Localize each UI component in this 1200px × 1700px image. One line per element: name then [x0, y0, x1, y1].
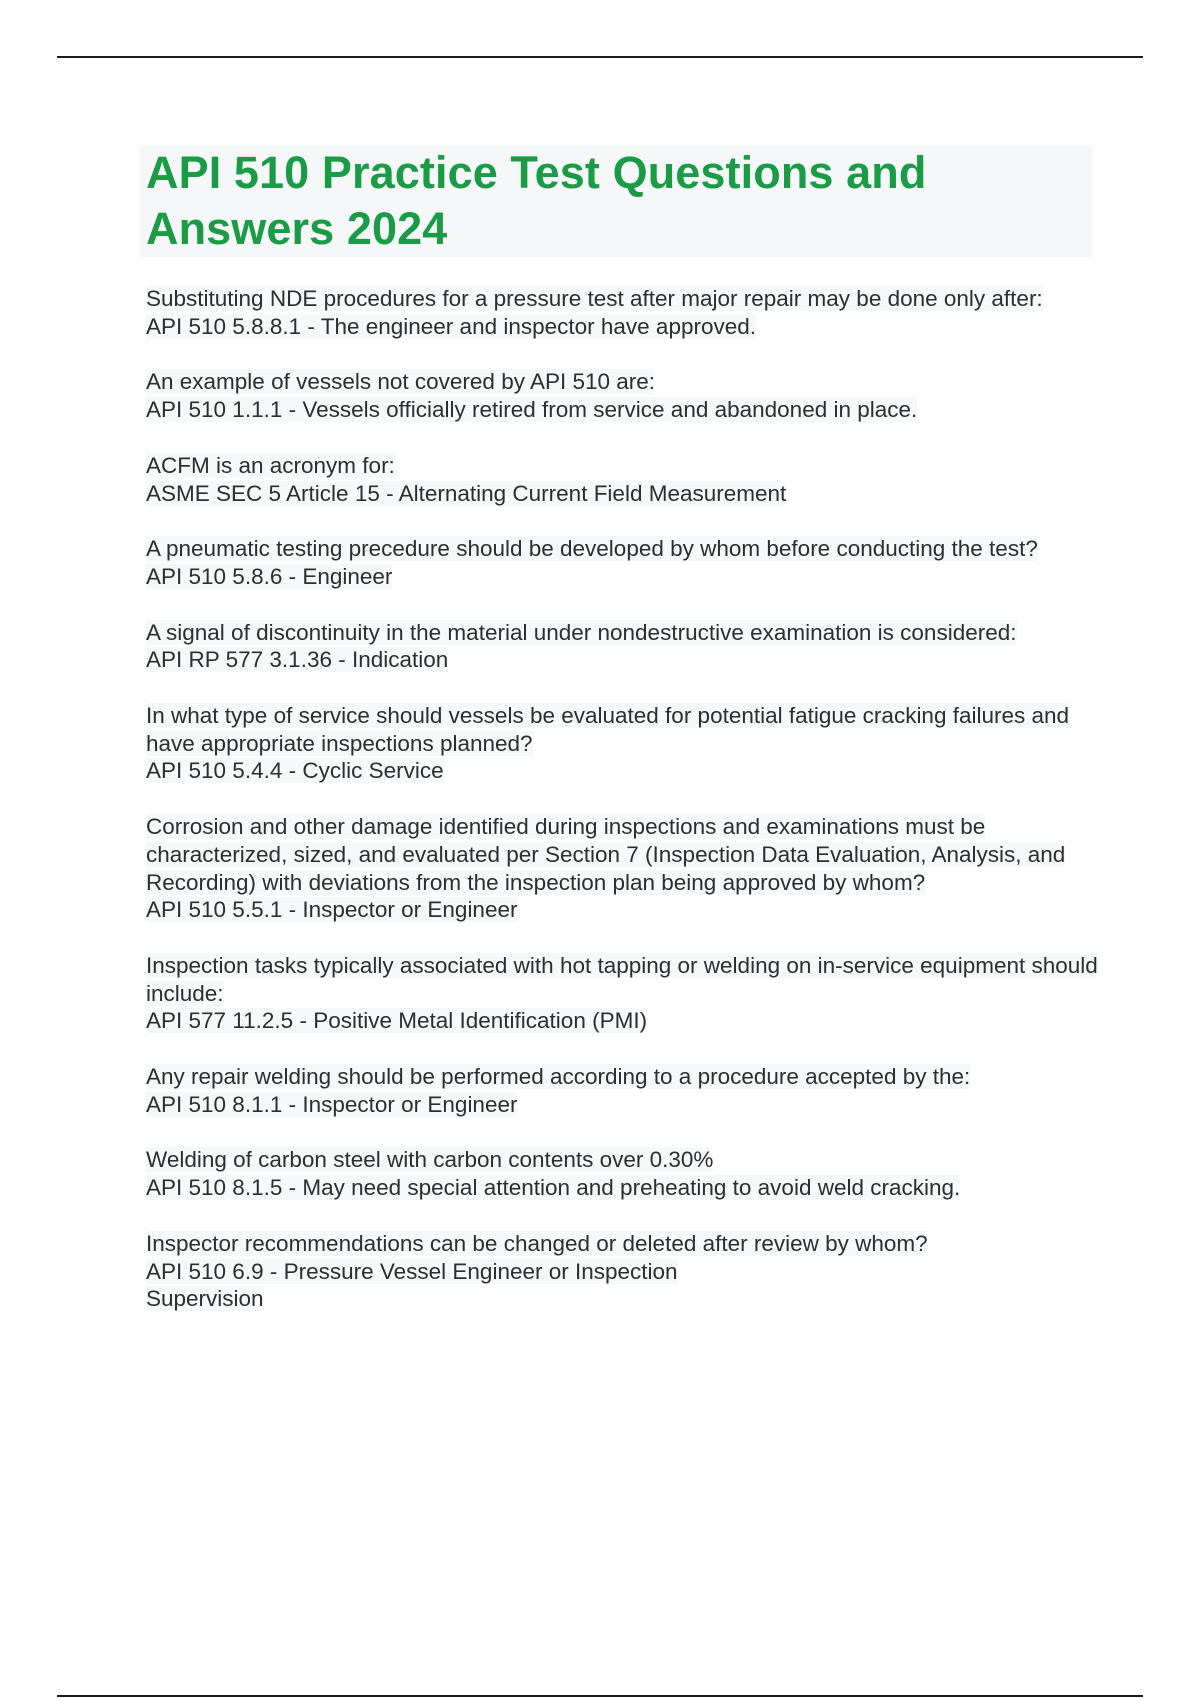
qa-list	[146, 285, 1106, 1341]
qa-item	[146, 813, 1106, 924]
qa-item	[146, 1063, 1106, 1118]
page-title: API 510 Practice Test Questions and Answers 2024	[146, 147, 927, 254]
bottom-rule	[57, 1695, 1143, 1697]
answer-text: API 510 5.4.4 - Cyclic Service	[146, 758, 444, 784]
answer-text: API 510 8.1.5 - May need special attention and preheating to avoid weld cracking.	[146, 1175, 961, 1201]
question-text: Inspector recommendations can be changed or deleted after review by whom?	[146, 1230, 928, 1256]
qa-item	[146, 952, 1106, 1035]
answer-text: API 510 6.9 - Pressure Vessel Engineer or Inspection Supervision	[146, 1258, 678, 1312]
qa-item	[146, 452, 1106, 507]
qa-item	[146, 368, 1106, 423]
answer-text: API 510 5.5.1 - Inspector or Engineer	[146, 897, 518, 923]
question-text: A pneumatic testing precedure should be developed by whom before conducting the test?	[146, 536, 1038, 562]
top-rule	[57, 56, 1143, 58]
question-text: An example of vessels not covered by API 510 are:	[146, 369, 656, 395]
question-text: In what type of service should vessels be evaluated for potential fatigue cracking failures and have appropriate inspections planned?	[146, 703, 1070, 756]
question-text: Substituting NDE procedures for a pressure test after major repair may be done only after:	[146, 286, 1043, 311]
question-text: Welding of carbon steel with carbon contents over 0.30%	[146, 1147, 714, 1173]
answer-text: ASME SEC 5 Article 15 - Alternating Current Field Measurement	[146, 480, 787, 506]
qa-item	[146, 1230, 1106, 1313]
qa-item	[146, 285, 1106, 340]
question-text: Inspection tasks typically associated with hot tapping or welding on in-service equipment should include:	[146, 952, 1098, 1006]
qa-item	[146, 702, 1106, 785]
answer-text: API 510 8.1.1 - Inspector or Engineer	[146, 1091, 518, 1117]
question-text: Corrosion and other damage identified during inspections and examinations must be characterized, sized, and evaluated per Section 7 (Inspection Data Evaluation, Analysis, and Recording) with deviations from the inspection plan being approved by whom?	[146, 814, 1066, 895]
qa-item	[146, 1146, 1106, 1201]
answer-text: API RP 577 3.1.36 - Indication	[146, 647, 449, 673]
answer-text: API 510 5.8.6 - Engineer	[146, 563, 393, 589]
answer-text: API 510 5.8.8.1 - The engineer and inspector have approved.	[146, 313, 757, 339]
answer-text: API 510 1.1.1 - Vessels officially retired from service and abandoned in place.	[146, 397, 918, 423]
question-text: A signal of discontinuity in the material under nondestructive examination is considered:	[146, 619, 1017, 645]
answer-text: API 577 11.2.5 - Positive Metal Identification (PMI)	[146, 1008, 648, 1034]
question-text: Any repair welding should be performed according to a procedure accepted by the:	[146, 1064, 971, 1090]
question-text: ACFM is an acronym for:	[146, 452, 395, 478]
qa-item	[146, 535, 1106, 590]
qa-item	[146, 619, 1106, 674]
title-block	[140, 145, 1092, 257]
